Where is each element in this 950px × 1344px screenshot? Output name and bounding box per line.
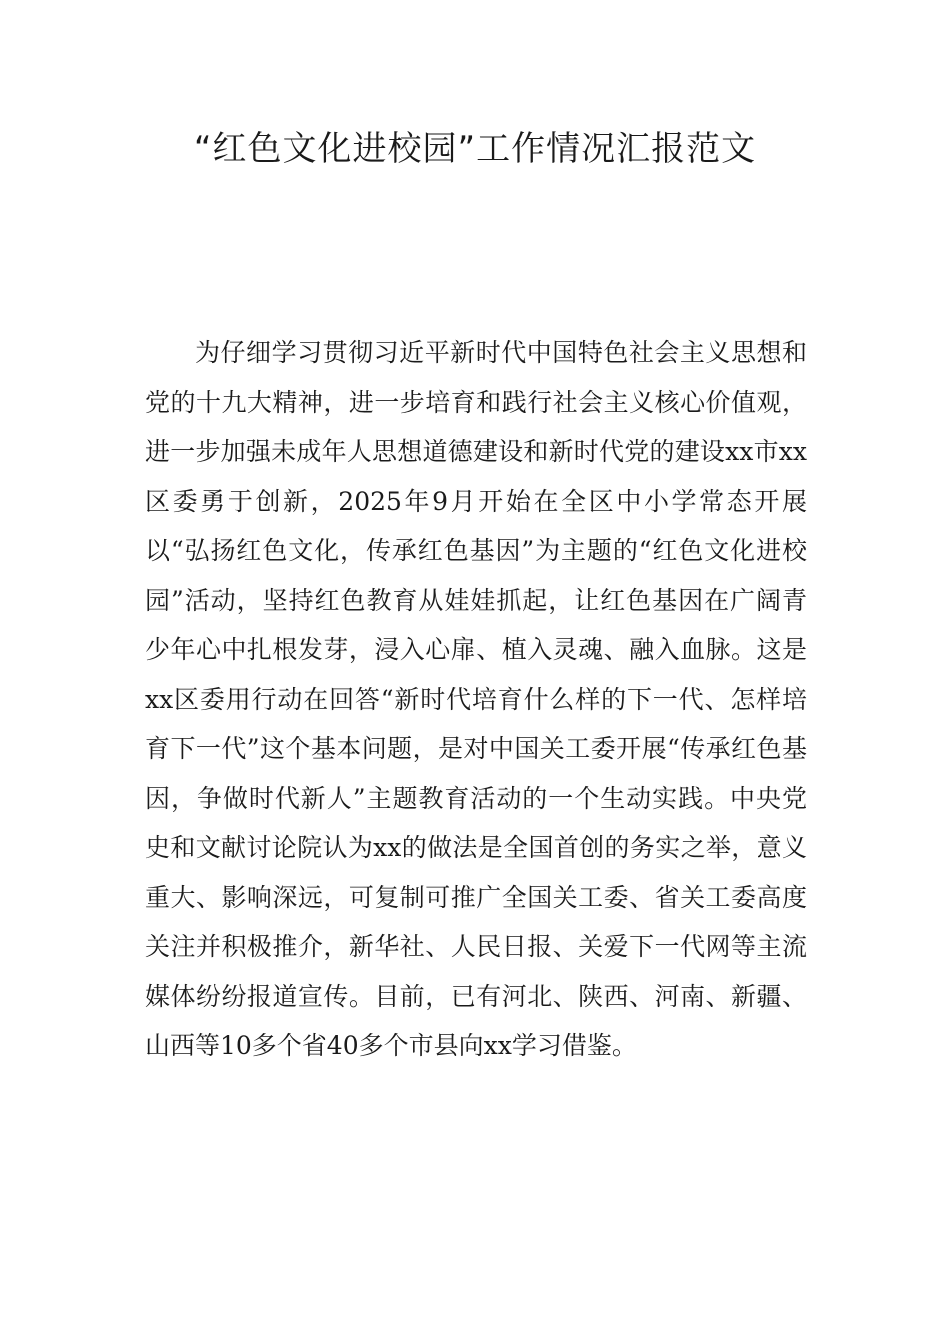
document-title: “红色文化进校园”工作情况汇报范文 [193, 129, 757, 169]
body-paragraph: 为仔细学习贯彻习近平新时代中国特色社会主义思想和党的十九大精神，进一步培育和践行社会主义核心价值观，进一步加强未成年人思想道德建设和新时代党的建设xx市xx区委勇于创新，2025年9月开始在全区中小学常态开展以“弘扬红色文化，传承红色基因”为主题的“红色文化进校园”活动，坚持红色教育从娃娃抓起，让红色基因在广阔青少年心中扎根发芽，浸入心扉、植入灵魂、融入血脉。这是xx区委用行动在回答“新时代培育什么样的下一代、怎样培育下一代”这个基本问题，是对中国关工委开展“传承红色基因，争做时代新人”主题教育活动的一个生动实践。中央党史和文献讨论院认为xx的做法是全国首创的务实之举，意义重大、影响深远，可复制可推广全国关工委、省关工委高度关注并积极推介，新华社、人民日报、关爱下一代网等主流媒体纷纷报道宣传。目前，已有河北、陕西、河南、新疆、山西等10多个省40多个市县向xx学习借鉴。 [145, 338, 807, 1060]
